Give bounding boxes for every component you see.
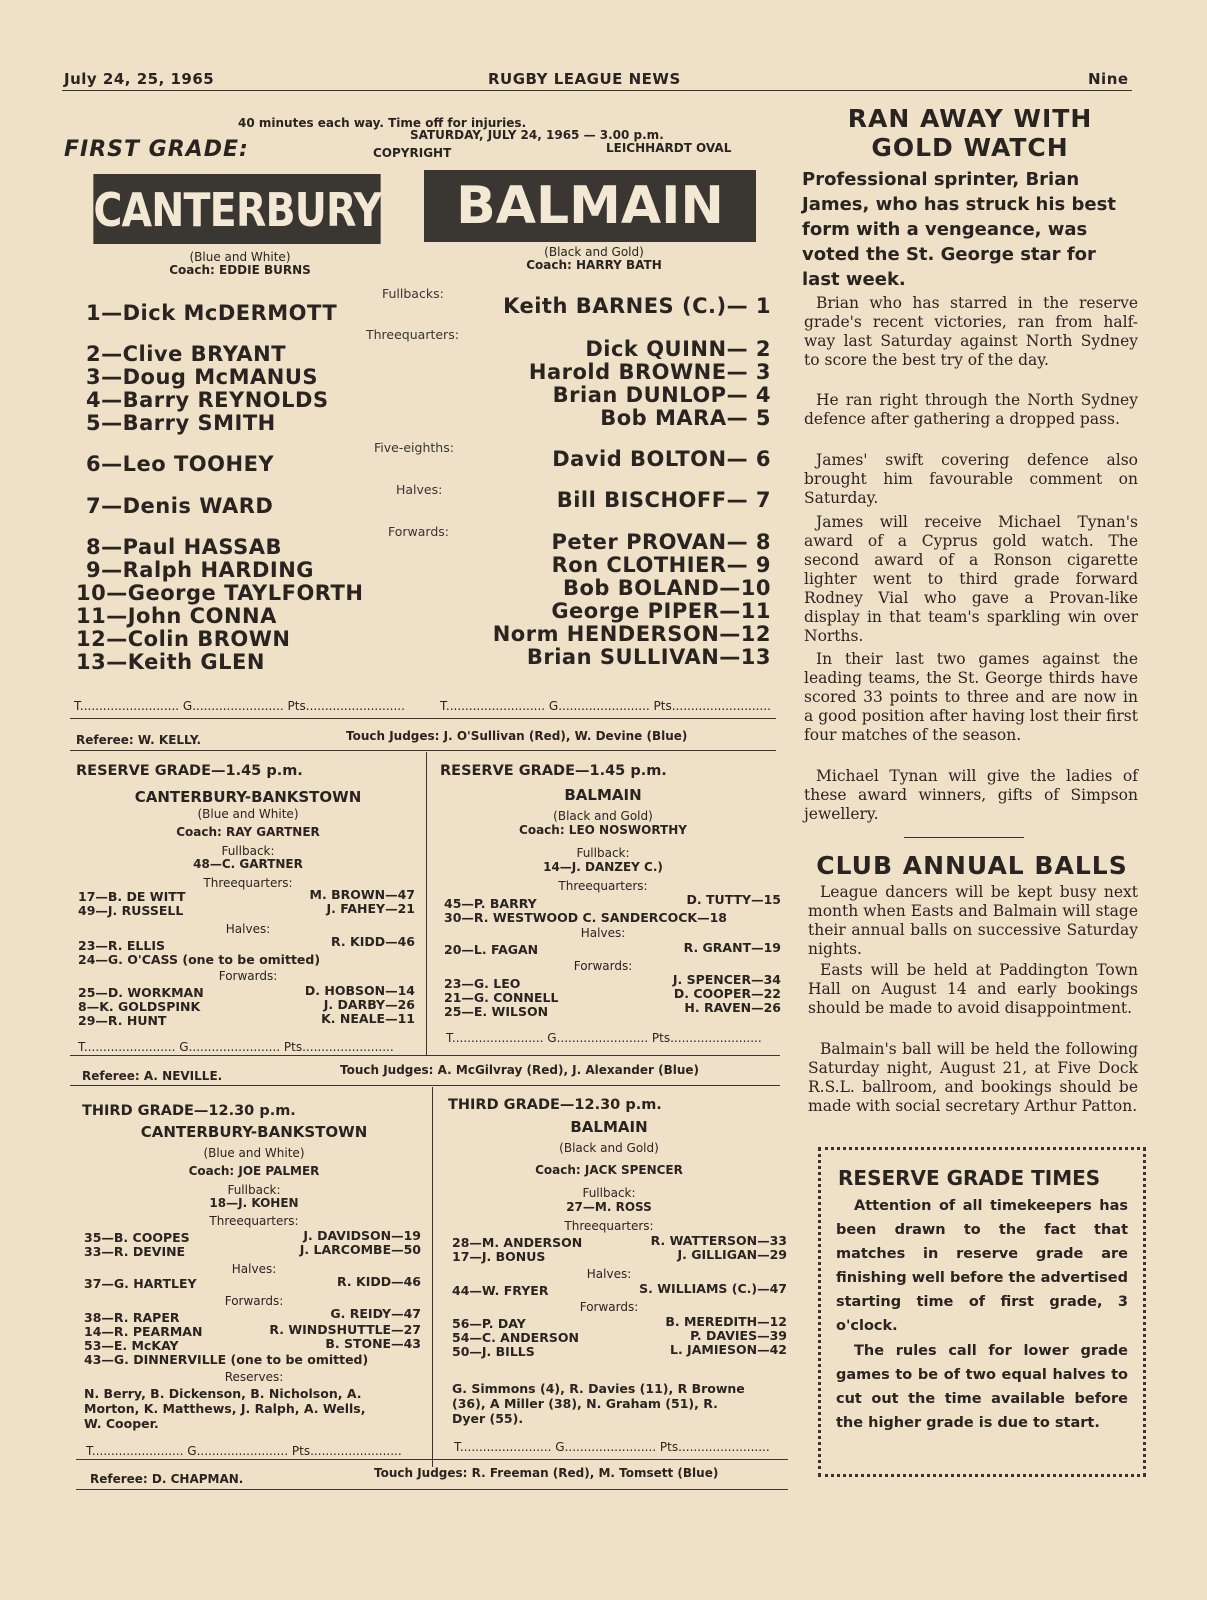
article-headline: CLUB ANNUAL BALLS	[816, 851, 1128, 880]
list-item: P. DAVIES—39	[690, 1328, 787, 1343]
touch-judges-first: Touch Judges: J. O'Sullivan (Red), W. Devine (Blue)	[346, 729, 688, 743]
list-item: 30—R. WESTWOOD C. SANDERCOCK—18	[444, 910, 727, 925]
list-item: J. DAVIDSON—19	[303, 1228, 421, 1243]
away-player: George PIPER—11	[551, 599, 771, 623]
away-player: David BOLTON— 6	[552, 447, 771, 471]
box-paragraph: The rules call for lower grade games to be of two equal halves to cut out the time available before the higher grade is due to start.	[836, 1343, 1128, 1431]
away-player: Harold BROWNE— 3	[528, 360, 771, 384]
reserve-right-team: BALMAIN	[564, 786, 642, 804]
list-item: 25—D. WORKMAN	[78, 985, 204, 1000]
article-lead: voted the St. George star for	[802, 244, 1096, 265]
third-left-colours: (Blue and White)	[203, 1146, 305, 1160]
list-item: 20—L. FAGAN	[444, 942, 539, 957]
reserves-line: W. Cooper.	[84, 1416, 159, 1431]
list-item: 54—C. ANDERSON	[452, 1330, 579, 1345]
reserve-left-forwards-label: Forwards:	[218, 969, 278, 983]
list-item: H. RAVEN—26	[684, 1000, 781, 1015]
referee-third: Referee: D. CHAPMAN.	[90, 1472, 244, 1486]
article-lead: Professional sprinter, Brian	[802, 169, 1080, 190]
article-paragraph: He ran right through the North Sydney defence after gathering a dropped pass.	[804, 391, 1138, 428]
third-left-fullback: 18—J. KOHEN	[209, 1196, 299, 1210]
list-item: 38—R. RAPER	[84, 1310, 180, 1325]
home-player: 8—Paul HASSAB	[86, 535, 282, 559]
divider	[70, 1085, 780, 1086]
column-divider	[432, 1087, 433, 1467]
article-paragraph: James will receive Michael Tynan's award of a Cyprus gold watch. The second award of a Ronson cigarette lighter went to third grade forward Rodney Vial who gave a Provan-like display in that team's sparkling win over Norths.	[804, 513, 1138, 645]
list-item: 35—B. COOPES	[84, 1230, 190, 1245]
away-score-line: T.......................... G........................ Pts..........................	[440, 699, 771, 713]
list-item: 17—B. DE WITT	[78, 889, 186, 904]
header-title: RUGBY LEAGUE NEWS	[488, 70, 681, 88]
header-date: July 24, 25, 1965	[64, 70, 215, 88]
position-five-eighths: Five-eighths:	[374, 440, 454, 455]
referee-first: Referee: W. KELLY.	[76, 733, 202, 747]
list-item: R. KIDD—46	[337, 1274, 421, 1289]
divider	[70, 718, 776, 719]
box-headline: RESERVE GRADE TIMES	[838, 1166, 1101, 1190]
reserves-line: N. Berry, B. Dickenson, B. Nicholson, A.	[84, 1386, 362, 1401]
list-item: 17—J. BONUS	[452, 1249, 546, 1264]
article-headline: RAN AWAY WITH	[847, 104, 1093, 133]
box-paragraph: Attention of all timekeepers has been drawn to the fact that matches in reserve grade are finishing well before the advertised starting time of first grade, 3 o'clock.	[836, 1198, 1128, 1334]
reserve-right-title: RESERVE GRADE—1.45 p.m.	[440, 763, 667, 779]
third-left-reserves-label: Reserves:	[224, 1370, 284, 1384]
position-forwards: Forwards:	[388, 524, 449, 539]
list-item: S. WILLIAMS (C.)—47	[639, 1281, 787, 1296]
list-item: 29—R. HUNT	[78, 1013, 167, 1028]
touch-judges-reserve: Touch Judges: A. McGilvray (Red), J. Alexander (Blue)	[340, 1063, 700, 1077]
list-item: D. HOBSON—14	[304, 983, 415, 998]
list-item: K. NEALE—11	[321, 1011, 415, 1026]
home-player: 12—Colin BROWN	[76, 627, 291, 651]
list-item: 49—J. RUSSELL	[78, 903, 184, 918]
column-divider	[426, 752, 427, 1055]
list-item: B. STONE—43	[325, 1336, 421, 1351]
list-item: 28—M. ANDERSON	[452, 1235, 583, 1250]
list-item: R. WINDSHUTTLE—27	[269, 1322, 421, 1337]
home-player: 5—Barry SMITH	[86, 411, 276, 435]
away-team-banner: BALMAIN	[424, 170, 756, 242]
away-player: Brian DUNLOP— 4	[552, 383, 771, 407]
list-item: J. LARCOMBE—50	[299, 1242, 421, 1257]
list-item: 23—R. ELLIS	[78, 938, 165, 953]
article-paragraph: James' swift covering defence also brought him favourable comment on Saturday.	[804, 451, 1138, 507]
list-item: 37—G. HARTLEY	[84, 1276, 197, 1291]
list-item: 50—J. BILLS	[452, 1344, 535, 1359]
list-item: 56—P. DAY	[452, 1316, 526, 1331]
list-item: D. TUTTY—15	[686, 892, 781, 907]
list-item: G. REIDY—47	[330, 1306, 421, 1321]
match-info: 40 minutes each way. Time off for injuries.	[238, 116, 527, 130]
copyright: COPYRIGHT	[373, 146, 452, 160]
position-fullbacks: Fullbacks:	[382, 286, 444, 301]
third-right-fullback: 27—M. ROSS	[566, 1200, 652, 1214]
third-left-team: CANTERBURY-BANKSTOWN	[140, 1123, 368, 1141]
third-right-title: THIRD GRADE—12.30 p.m.	[448, 1097, 662, 1113]
article-paragraph: In their last two games against the leading teams, the St. George thirds have scored 33 points to three and are now in a good position after having lost their first four matches of the season.	[804, 650, 1138, 744]
list-item: 53—E. McKAY	[84, 1338, 179, 1353]
list-item: 8—K. GOLDSPINK	[78, 999, 201, 1014]
third-left-score: T........................ G........................ Pts........................	[86, 1444, 402, 1458]
match-datetime: SATURDAY, JULY 24, 1965 — 3.00 p.m.	[410, 128, 664, 142]
list-item: 33—R. DEVINE	[84, 1244, 186, 1259]
article-paragraph: Michael Tynan will give the ladies of these award winners, gifts of Simpson jewellery.	[804, 767, 1138, 823]
home-player: 7—Denis WARD	[86, 494, 274, 518]
list-item: 14—R. PEARMAN	[84, 1324, 203, 1339]
reserve-left-fullback-label: Fullback:	[221, 844, 275, 858]
away-colours: (Black and Gold)	[544, 245, 644, 259]
home-player: 13—Keith GLEN	[76, 650, 265, 674]
third-right-fullback-label: Fullback:	[582, 1186, 636, 1200]
list-item: L. JAMIESON—42	[669, 1342, 787, 1357]
venue: LEICHHARDT OVAL	[606, 141, 732, 155]
reserve-right-coach: Coach: LEO NOSWORTHY	[519, 823, 687, 837]
third-right-score: T........................ G........................ Pts........................	[454, 1440, 770, 1454]
reserve-left-coach: Coach: RAY GARTNER	[176, 825, 320, 839]
third-left-halves-label: Halves:	[231, 1262, 277, 1276]
list-item: D. COOPER—22	[673, 986, 781, 1001]
position-threequarters: Threequarters:	[366, 327, 459, 342]
article-paragraph: Easts will be held at Paddington Town Hall on August 14 and early bookings should be made to avoid disappointment.	[808, 961, 1138, 1017]
third-left-forwards-label: Forwards:	[224, 1294, 284, 1308]
article-lead: last week.	[802, 269, 906, 290]
reserve-right-halves-label: Halves:	[580, 926, 626, 940]
reserve-left-colours: (Blue and White)	[197, 807, 299, 821]
home-player: 6—Leo TOOHEY	[86, 452, 275, 476]
home-player: 3—Doug McMANUS	[86, 365, 319, 389]
reserve-left-title: RESERVE GRADE—1.45 p.m.	[76, 763, 303, 779]
home-player: 2—Clive BRYANT	[86, 342, 287, 366]
list-item: R. KIDD—46	[331, 934, 415, 949]
article-lead: James, who has struck his best	[802, 194, 1116, 215]
away-player: Peter PROVAN— 8	[551, 530, 771, 554]
reserves-line: Dyer (55).	[452, 1411, 524, 1426]
divider	[76, 1459, 788, 1460]
article-paragraph: Brian who has starred in the reserve grade's recent victories, ran from half-way last Saturday against North Sydney to score the best try of the day.	[804, 294, 1138, 369]
list-item: 45—P. BARRY	[444, 896, 537, 911]
home-player: 10—George TAYLFORTH	[76, 581, 364, 605]
list-item: R. WATTERSON—33	[650, 1233, 787, 1248]
away-player: Brian SULLIVAN—13	[526, 645, 771, 669]
away-player: Ron CLOTHIER— 9	[551, 553, 771, 577]
reserve-right-forwards-label: Forwards:	[573, 959, 633, 973]
third-left-coach: Coach: JOE PALMER	[188, 1164, 320, 1178]
away-player: Bob BOLAND—10	[563, 576, 771, 600]
list-item: 25—E. WILSON	[444, 1004, 549, 1019]
list-item: J. GILLIGAN—29	[677, 1247, 787, 1262]
reserves-line: (36), A Miller (38), N. Graham (51), R.	[452, 1396, 718, 1411]
article-lead: form with a vengeance, was	[802, 219, 1088, 240]
away-player: Norm HENDERSON—12	[492, 622, 771, 646]
home-player: 1—Dick McDERMOTT	[86, 301, 338, 325]
home-player: 11—John CONNA	[76, 604, 277, 628]
home-colours: (Blue and White)	[189, 250, 291, 264]
list-item: R. GRANT—19	[683, 940, 781, 955]
position-halves: Halves:	[396, 482, 443, 497]
home-player: 4—Barry REYNOLDS	[86, 388, 329, 412]
reserve-right-score: T........................ G........................ Pts........................	[446, 1031, 762, 1045]
article-separator	[904, 837, 1024, 838]
away-player: Bob MARA— 5	[600, 406, 771, 430]
list-item: J. SPENCER—34	[672, 972, 781, 987]
reserve-left-halves-label: Halves:	[225, 922, 271, 936]
third-left-fullback-label: Fullback:	[227, 1183, 281, 1197]
reserve-right-fullback: 14—J. DANZEY C.)	[543, 860, 663, 874]
away-player: Bill BISCHOFF— 7	[556, 488, 771, 512]
third-right-coach: Coach: JACK SPENCER	[535, 1163, 683, 1177]
list-item: J. DARBY—26	[323, 997, 415, 1012]
reserve-right-colours: (Black and Gold)	[553, 809, 653, 823]
third-left-three-label: Threequarters:	[209, 1214, 299, 1228]
reserves-line: Morton, K. Matthews, J. Ralph, A. Wells,	[84, 1401, 366, 1416]
reserve-right-fullback-label: Fullback:	[576, 846, 630, 860]
third-left-title: THIRD GRADE—12.30 p.m.	[82, 1103, 296, 1119]
article-paragraph: Balmain's ball will be held the following Saturday night, August 21, at Five Dock R.S.L. ballroom, and bookings should be made with social secretary Arthur Patton.	[808, 1040, 1138, 1115]
referee-reserve: Referee: A. NEVILLE.	[82, 1069, 223, 1083]
list-item: 21—G. CONNELL	[444, 990, 559, 1005]
reserve-right-three-label: Threequarters:	[558, 879, 648, 893]
reserve-left-three-label: Threequarters:	[203, 876, 293, 890]
divider	[70, 1055, 780, 1056]
reserve-left-fullback: 48—C. GARTNER	[193, 857, 303, 871]
header-rule	[62, 90, 1132, 91]
home-score-line: T.......................... G........................ Pts..........................	[74, 699, 405, 713]
reserve-left-team: CANTERBURY-BANKSTOWN	[134, 788, 362, 806]
reserve-left-score: T........................ G........................ Pts........................	[78, 1040, 394, 1054]
list-item: 43—G. DINNERVILLE (one to be omitted)	[84, 1352, 369, 1367]
divider	[76, 1489, 788, 1490]
third-right-team: BALMAIN	[570, 1118, 648, 1136]
home-team-banner: CANTERBURY	[93, 174, 380, 244]
list-item: 44—W. FRYER	[452, 1283, 549, 1298]
away-player: Dick QUINN— 2	[585, 337, 771, 361]
list-item: 23—G. LEO	[444, 976, 521, 991]
list-item: B. MEREDITH—12	[665, 1314, 787, 1329]
away-player: Keith BARNES (C.)— 1	[503, 294, 771, 318]
reserves-line: G. Simmons (4), R. Davies (11), R Browne	[452, 1381, 745, 1396]
touch-judges-third: Touch Judges: R. Freeman (Red), M. Tomsett (Blue)	[374, 1466, 719, 1480]
away-coach: Coach: HARRY BATH	[526, 258, 662, 272]
home-coach: Coach: EDDIE BURNS	[169, 263, 311, 277]
third-right-forwards-label: Forwards:	[579, 1300, 639, 1314]
third-right-colours: (Black and Gold)	[559, 1141, 659, 1155]
list-item: 24—G. O'CASS (one to be omitted)	[78, 952, 321, 967]
list-item: J. FAHEY—21	[326, 901, 415, 916]
divider	[70, 750, 776, 751]
header-page: Nine	[1088, 70, 1129, 88]
third-right-halves-label: Halves:	[586, 1267, 632, 1281]
third-right-three-label: Threequarters:	[564, 1219, 654, 1233]
article-paragraph: League dancers will be kept busy next month when Easts and Balmain will stage their annual balls on successive Saturday nights.	[808, 883, 1138, 958]
first-grade-label: FIRST GRADE:	[64, 137, 249, 162]
article-headline: GOLD WATCH	[871, 133, 1069, 162]
home-player: 9—Ralph HARDING	[86, 558, 314, 582]
list-item: M. BROWN—47	[309, 887, 415, 902]
